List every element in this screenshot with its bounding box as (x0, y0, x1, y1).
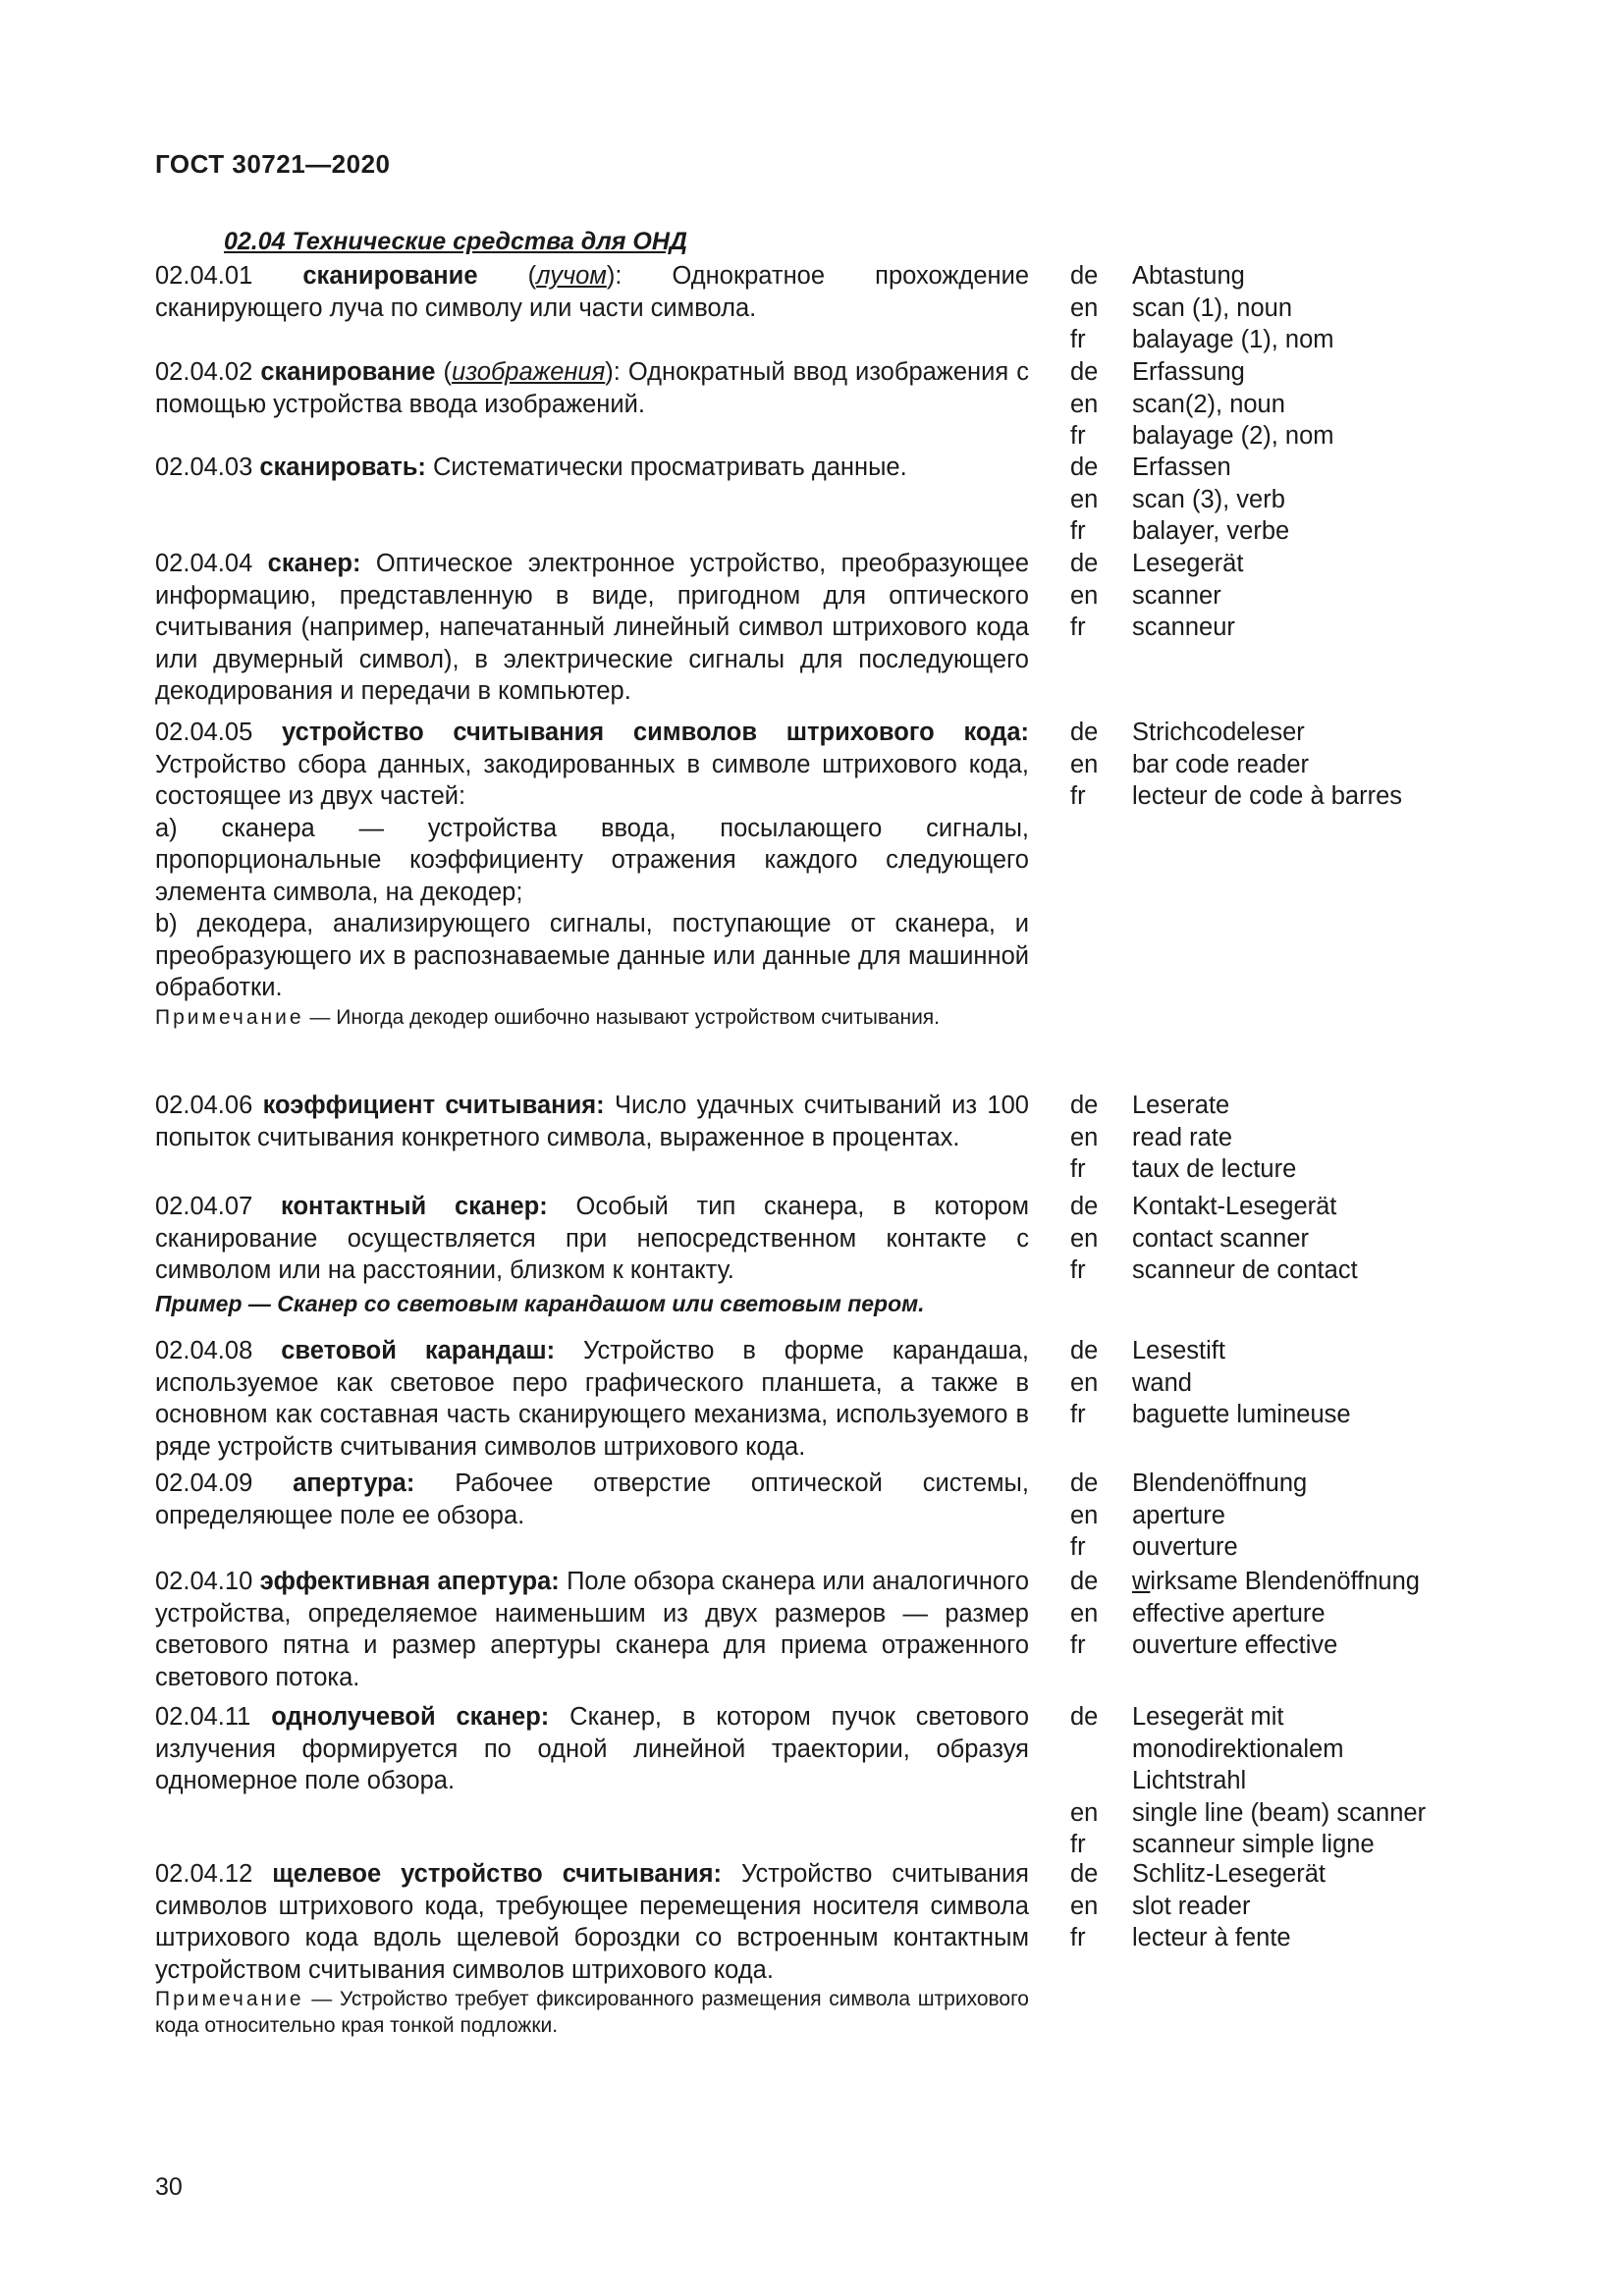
entry-number: 02.04.05 (155, 719, 253, 746)
entry-term: световой карандаш: (281, 1337, 556, 1364)
entry-definition: Устройство сбора данных, закодированных в символе штрихового кода, состоящее из двух частей: (155, 750, 1029, 810)
entry-term: сканер: (267, 550, 361, 577)
entry-qualifier: изображения (452, 358, 606, 386)
equivalent-en: en scanner (1070, 581, 1221, 610)
equivalent-de: de Abtastung (1070, 262, 1245, 290)
entry-definition: ): Однократное прохождение сканирующего луча по символу или части символа. (155, 262, 1030, 322)
equivalent-en: en effective aperture (1070, 1599, 1326, 1628)
entry-term: эффективная апертура: (259, 1568, 560, 1595)
equivalents (1070, 260, 1483, 356)
entry-term: сканировать: (259, 454, 426, 481)
equivalent-en: en read rate (1070, 1123, 1233, 1151)
equivalents (1070, 1335, 1483, 1431)
entry-definition: Особый тип сканера, в котором сканирование осуществляется при непосредственном контакте с символом или на расстоянии, близком к контакту. (155, 1193, 1029, 1284)
equivalent-de: de Lesegerät (1070, 550, 1244, 577)
equivalent-en: en slot reader (1070, 1892, 1251, 1920)
equivalent-en: en scan (1), noun (1070, 294, 1293, 322)
list-item-b: b) декодера, анализирующего сигналы, поступающие от сканера, и преобразующего их в распознаваемые данные или данные для машинной обработки. (155, 910, 1029, 1001)
entry-number: 02.04.04 (155, 550, 253, 577)
entry-number: 02.04.11 (155, 1703, 251, 1731)
entry-definition: Сканер, в котором пучок светового излучения формируется по одной линейной траектории, образуя одномерное поле обзора. (155, 1703, 1030, 1794)
equivalent-de: de Kontakt-Lesegerät (1070, 1193, 1337, 1220)
equivalents (1070, 452, 1483, 548)
equivalent-en: en wand (1070, 1368, 1192, 1397)
entry-body (155, 548, 1029, 708)
entry-definition: ): Однократный ввод изображения с помощью устройства ввода изображений. (155, 358, 1029, 418)
equivalent-de: de Leserate (1070, 1092, 1230, 1119)
section-title: 02.04 Технические средства для ОНД (224, 228, 687, 255)
equivalent-fr: fr balayage (1), nom (1070, 326, 1334, 353)
note-label: Примечание (155, 1988, 304, 2010)
equivalent-de: de Blendenöffnung (1070, 1469, 1308, 1497)
equivalent-de: de Erfassung (1070, 358, 1245, 386)
entry-definition: Число удачных считываний из 100 попыток считывания конкретного символа, выраженное в процентах. (155, 1092, 1029, 1151)
entry-definition: Оптическое электронное устройство, преобразующее информацию, представленную в виде, пригодном для оптического считывания (например, напечатанный линейный символ штрихового кода или двумерный символ), в электрические сигналы для последующего декодирования и передачи в компьютер. (155, 550, 1029, 705)
note-text: — Иногда декодер ошибочно называют устройством считывания. (303, 1005, 941, 1029)
document-header: ГОСТ 30721—2020 (155, 149, 391, 179)
entry-definition: Рабочее отверстие оптической системы, определяющее поле ее обзора. (155, 1469, 1029, 1529)
entry-term: коэффициент считывания: (262, 1092, 605, 1119)
entry-number: 02.04.07 (155, 1193, 253, 1220)
entry-body (155, 1191, 1029, 1287)
equivalent-en: en single line (beam) scanner (1070, 1798, 1427, 1827)
entry-body (155, 1090, 1029, 1153)
entry-definition: Устройство считывания символов штрихового кода, требующее перемещения носителя символа штрихового кода вдоль щелевой бороздки со встроенным контактным устройством считывания символов штрихового кода. (155, 1860, 1029, 1984)
equivalents (1070, 356, 1483, 453)
entry-number: 02.04.09 (155, 1469, 253, 1497)
page-number: 30 (155, 2173, 183, 2201)
entry-body: 02.04.02 сканирование (изображения): Однократный ввод изображения с помощью устройства ввода изображений. (155, 358, 1029, 418)
note-text: — Устройство требует фиксированного размещения символа штрихового кода относительно края тонкой подложки. (155, 1988, 1029, 2037)
equivalents (1070, 1090, 1483, 1186)
note-label: Примечание (155, 1005, 304, 1029)
entry-definition: Поле обзора сканера или аналогичного устройства, определяемое наименьшим из двух размеров — размер светового пятна и размер апертуры сканера для приема отраженного светового потока. (155, 1568, 1030, 1691)
entry-body (155, 1468, 1029, 1531)
entry-term: однолучевой сканер: (271, 1703, 550, 1731)
equivalents (1070, 548, 1483, 644)
entry-note (155, 1986, 1029, 2039)
entry-note (155, 1004, 1029, 1031)
entry-body (155, 452, 1029, 484)
equivalent-fr: fr baguette lumineuse (1070, 1401, 1351, 1428)
equivalent-fr: fr lecteur à fente (1070, 1924, 1291, 1951)
equivalents (1070, 1468, 1483, 1564)
entry-number: 02.04.01 (155, 262, 253, 290)
equivalents (1070, 1566, 1483, 1662)
equivalents (1070, 1858, 1483, 1954)
equivalent-fr: fr scanneur de contact (1070, 1256, 1358, 1284)
equivalent-fr: fr ouverture (1070, 1533, 1238, 1561)
example-text: Пример — Сканер со световым карандашом или световым пером. (155, 1291, 925, 1316)
entry-body (155, 1335, 1029, 1463)
equivalent-de: de Strichcodeleser (1070, 719, 1305, 746)
entry-definition: Систематически просматривать данные. (433, 454, 907, 481)
entry-term: сканирование (302, 262, 478, 290)
equivalent-de: de Schlitz-Lesegerät (1070, 1860, 1326, 1888)
entry-term: контактный сканер: (281, 1193, 548, 1220)
entry-qualifier: лучом (536, 262, 607, 290)
equivalent-en: en contact scanner (1070, 1224, 1310, 1253)
entry-number: 02.04.10 (155, 1568, 253, 1595)
equivalent-de: de Erfassen (1070, 454, 1231, 481)
entry-term: щелевое устройство считывания: (272, 1860, 722, 1888)
entry-number: 02.04.08 (155, 1337, 253, 1364)
entry-body (155, 717, 1029, 1031)
entry-body: 02.04.01 сканирование (лучом): Однократное прохождение сканирующего луча по символу или части символа. (155, 262, 1030, 322)
equivalent-fr: fr balayage (2), nom (1070, 422, 1334, 450)
equivalent-fr: fr lecteur de code à barres (1070, 782, 1402, 810)
entry-body (155, 1566, 1029, 1693)
equivalent-de: de wirksame Blendenöffnung (1070, 1568, 1420, 1595)
equivalent-fr: fr scanneur (1070, 614, 1235, 641)
equivalent-fr: fr balayer, verbe (1070, 517, 1290, 545)
equivalent-en: en scan (3), verb (1070, 485, 1285, 513)
entry-number: 02.04.02 (155, 358, 253, 386)
equivalent-en: en aperture (1070, 1501, 1225, 1529)
equivalent-en: en scan(2), noun (1070, 390, 1285, 418)
entry-number: 02.04.06 (155, 1092, 253, 1119)
equivalents (1070, 1701, 1483, 1861)
equivalent-fr: fr scanneur simple ligne (1070, 1831, 1375, 1858)
entry-body (155, 1858, 1029, 2039)
equivalents (1070, 1191, 1483, 1287)
entry-definition: Устройство в форме карандаша, используемое как световое перо графического планшета, а также в основном как составная часть сканирующего механизма, используемого в ряде устройств считывания символов штрихового кода. (155, 1337, 1029, 1461)
entry-body (155, 1701, 1029, 1797)
equivalent-fr: fr taux de lecture (1070, 1155, 1297, 1183)
equivalent-de: de Lesegerät mit monodirektionalem Lichtstrahl (1070, 1703, 1344, 1794)
entry-number: 02.04.12 (155, 1860, 253, 1888)
entry-term: устройство считывания символов штрихового кода: (282, 719, 1029, 746)
list-item-a: а) сканера — устройства ввода, посылающего сигналы, пропорциональные коэффициенту отражения каждого следующего элемента символа, на декодер; (155, 814, 1029, 906)
entry-term: сканирование (260, 358, 436, 386)
equivalent-en: en bar code reader (1070, 750, 1310, 778)
equivalent-de: de Lesestift (1070, 1337, 1225, 1364)
equivalent-fr: fr ouverture effective (1070, 1631, 1338, 1659)
entry-term: апертура: (293, 1469, 415, 1497)
entry-number: 02.04.03 (155, 454, 253, 481)
equivalents (1070, 717, 1483, 813)
